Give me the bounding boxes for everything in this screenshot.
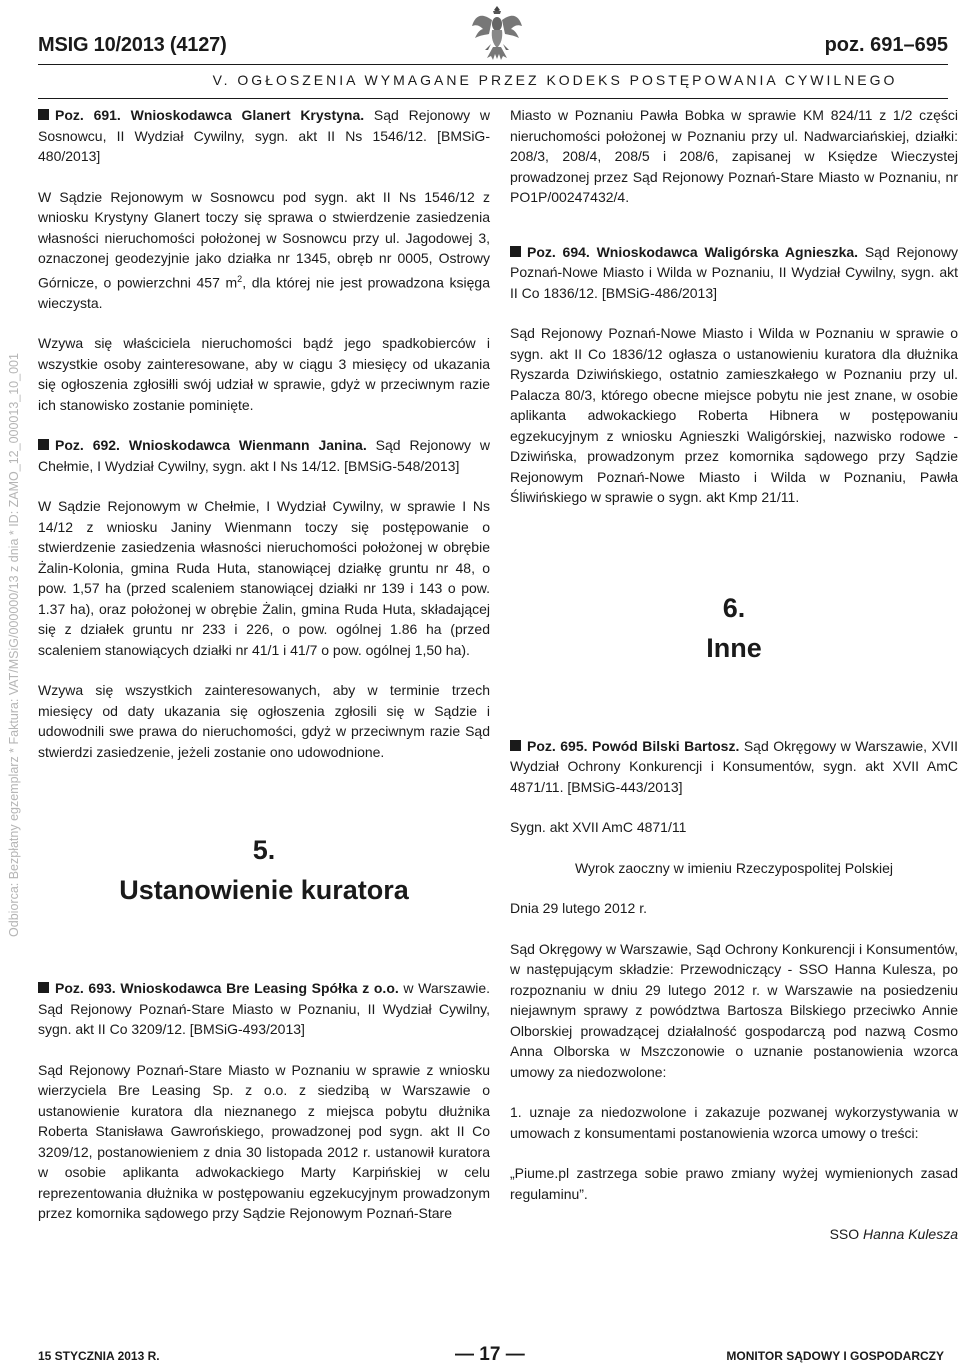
page-number: — 17 — [455,1344,525,1365]
chapter-5-number: 5. [252,835,276,866]
header-rule [38,64,948,65]
notice-692-body: W Sądzie Rejonowym w Chełmie, I Wydział Cywilny, w sprawie I Ns 14/12 z wniosku Janiny Wienmann toczy się postępowanie o stwierdzenie zasiedzenia własności nieruchomości położonej w obrębie Żalin-Kolonia, gmina Ruda Huta, stanowiącej działkę gruntu nr 48, o pow. 1,57 ha (przed scaleniem stanowiącej działki nr 139 i 143 o pow. 1.37 ha), oraz położonej w obrębie Żalin, gmina Ruda Huta, składającej się z działek gruntu nr 233 i 226, o pow. ogólnej 1.86 ha (przed scaleniem stanowiących działki nr 41/1 i 41/7 o pow. ogólnej 1,50 ha). [38,498,490,658]
notice-693-heading: Poz. 693. Wnioskodawca Bre Leasing Spółka z o.o. w Warszawie. Sąd Rejonowy Poznań-Stare Miasto w Poznaniu, II Wydział Cywilny, sygn. akt II Co 3209/12. [BMSiG-493/2013] [38,980,491,1038]
notice-695-quote: „Piume.pl zastrzega sobie prawo zmiany wyżej wymienionych zasad regulaminu”. [510,1165,958,1202]
left-column [38,105,490,1224]
notice-692-heading: Poz. 692. Wnioskodawca Wienmann Janina. Sąd Rejonowy w Chełmie, I Wydział Cywilny, sygn. akt I Ns 14/12. [BMSiG-548/2013] [38,437,490,474]
notice-695-heading: Poz. 695. Powód Bilski Bartosz. Sąd Okręgowy w Warszawie, XVII Wydział Ochrony Konkurencji i Konsumentów, sygn. akt XVII AmC 4871/11. [BMSiG-443/2013] [510,737,958,795]
notice-692-summons: Wzywa się wszystkich zainteresowanych, aby w terminie trzech miesięcy od daty ukazania się ogłoszenia zgłosili się w Sądzie i udowodnili swe prawa do nieruchomości, gdyż w przeciwnym razie Sąd stwierdzi zasiedzenie, jeżeli zostanie ono udowodnione. [38,682,490,760]
notice-694-heading: Poz. 694. Wnioskodawca Waligórska Agnieszka. Sąd Rejonowy Poznań-Nowe Miasto i Wilda w Poznaniu, II Wydział Cywilny, sygn. akt II Co 1836/12. [BMSiG-486/2013] [510,243,958,301]
square-bullet-icon [510,740,521,751]
chapter-6-number: 6. [722,592,746,623]
notice-695-signature-ref: Sygn. akt XVII AmC 4871/11 [510,819,687,835]
polish-eagle-emblem [471,4,523,62]
notice-694-body: Sąd Rejonowy Poznań-Nowe Miasto i Wilda w Poznaniu w sprawie o sygn. akt II Co 1836/12 ogłasza o ustanowieniu kuratora dla dłużnika Ryszarda Dziwińskiego, ostatnio zamieszkałego w Poznaniu przy ul. Palacza 80/3, którego obecne miejsce pobytu nie jest znane, w osobie aplikanta adwokackiego Roberta Hibnera w postępowaniu egzekucyjnym z wniosku Agnieszki Waligórskiej, nazwisko rodowe - Dziwińska, prowadzonym przez komornika sądowego przy Sądzie Rejonowym Poznań-Nowe Miasto i Wilda w Poznaniu, Pawła Śliwińskiego w sprawie o sygn. akt Kmp 21/11. [510,325,958,505]
recipient-watermark: Odbiorca: Bezpłatny egzemplarz * Faktura: VAT/MSiG/000000/13 z dnia * ID: ZAMO_12_000013_10_001 [7,353,21,937]
chapter-6-title: Inne [706,632,762,663]
square-bullet-icon [38,109,49,120]
right-column [510,105,958,1245]
section-title: V. OGŁOSZENIA WYMAGANE PRZEZ KODEKS POSTĘPOWANIA CYWILNEGO [212,72,898,88]
issue-number: MSIG 10/2013 (4127) [38,34,227,56]
notice-693-continuation: Miasto w Poznaniu Pawła Bobka w sprawie KM 824/11 z 1/2 części nieruchomości położonej w Poznaniu przy ul. Nadwarciańskiej, działki: 208/3, 208/4, 208/5 i 208/6, zapisanej w Księdze Wieczystej prowadzonej przez Sąd Rejonowy Poznań-Stare Miasto w Poznaniu, nr PO1P/00247432/4. [510,107,958,205]
notice-695-judge: SSO Hanna Kulesza [829,1226,958,1242]
notice-695-body: Sąd Okręgowy w Warszawie, Sąd Ochrony Konkurencji i Konsumentów, w następującym składzie: Przewodniczący - SSO Hanna Kulesza, po rozpoznaniu w dniu 29 lutego 2012 r. w Warszawie na posiedzeniu niejawnym sprawy z powództwa Bartosza Bilskiego przeciwko Annie Olborskiej prowadzącej działalność gospodarczą pod nazwą Cosmo Anna Olborska w Mszczonowie o uznanie postanowienia wzorca umowy za niedozwolone: [510,940,958,1080]
notice-695-verdict-title: Wyrok zaoczny w imieniu Rzeczypospolitej Polskiej [574,859,894,876]
notice-695-date: Dnia 29 lutego 2012 r. [510,900,647,916]
notice-693-body: Sąd Rejonowy Poznań-Stare Miasto w Poznaniu w sprawie z wniosku wierzyciela Bre Leasing Sp. z o.o. z siedzibą w Warszawie o ustanowienie kuratora dla nieznanego z miejsca pobytu dłużnika Roberta Stanisława Gawrońskiego, prowadzonej pod sygn. akt II Co 3209/12, postanowieniem z dnia 30 listopada 2012 r. ustanowił kuratora w osobie aplikanta adwokackiego Marty Karpińskiej w celu reprezentowania dłużnika w postępowaniu egzekucyjnym prowadzonym przez komornika sądowego przy Sądzie Rejonowym Poznań-Stare [38,1061,490,1222]
square-bullet-icon [38,439,49,450]
notice-695-ruling: 1. uznaje za niedozwolone i zakazuje pozwanej wykorzystywania w umowach z konsumentami postanowienia wzorca umowy o treści: [510,1104,958,1141]
publication-name: MONITOR SĄDOWY I GOSPODARCZY [726,1349,944,1363]
square-bullet-icon [510,246,521,257]
square-bullet-icon [38,982,49,993]
section-rule [38,98,948,99]
notice-691-body: W Sądzie Rejonowym w Sosnowcu pod sygn. akt II Ns 1546/12 z wniosku Krystyny Glanert toczy się sprawa o stwierdzenie zasiedzenia własności nieruchomości położonej w Sosnowcu przy ul. Jagodowej 3, oznaczonej geodezyjnie jako działka nr 1345, obręb nr 0005, Ostrowy Górnicze, o powierzchni 457 $m^2$, dla której nie jest prowadzona księga wieczysta. [38,188,490,311]
footer-date: 15 STYCZNIA 2013 R. [38,1349,160,1363]
chapter-5-title: Ustanowienie kuratora [119,875,409,906]
notice-691-summons: Wzywa się właściciela nieruchomości bądź jego spadkobierców i wszystkie osoby zainteresowane, aby w ciągu 3 miesięcy od ukazania się ogłoszenia zgłosiłli swój udział w sprawie, gdyż w przeciwnym razie ich stanowisko zostanie pominięte. [38,335,490,413]
notice-691-heading: Poz. 691. Wnioskodawca Glanert Krystyna. Sąd Rejonowy w Sosnowcu, II Wydział Cywilny, sygn. akt II Ns 1546/12. [BMSiG-480/2013] [38,107,490,164]
positions-range: poz. 691–695 [824,34,948,56]
